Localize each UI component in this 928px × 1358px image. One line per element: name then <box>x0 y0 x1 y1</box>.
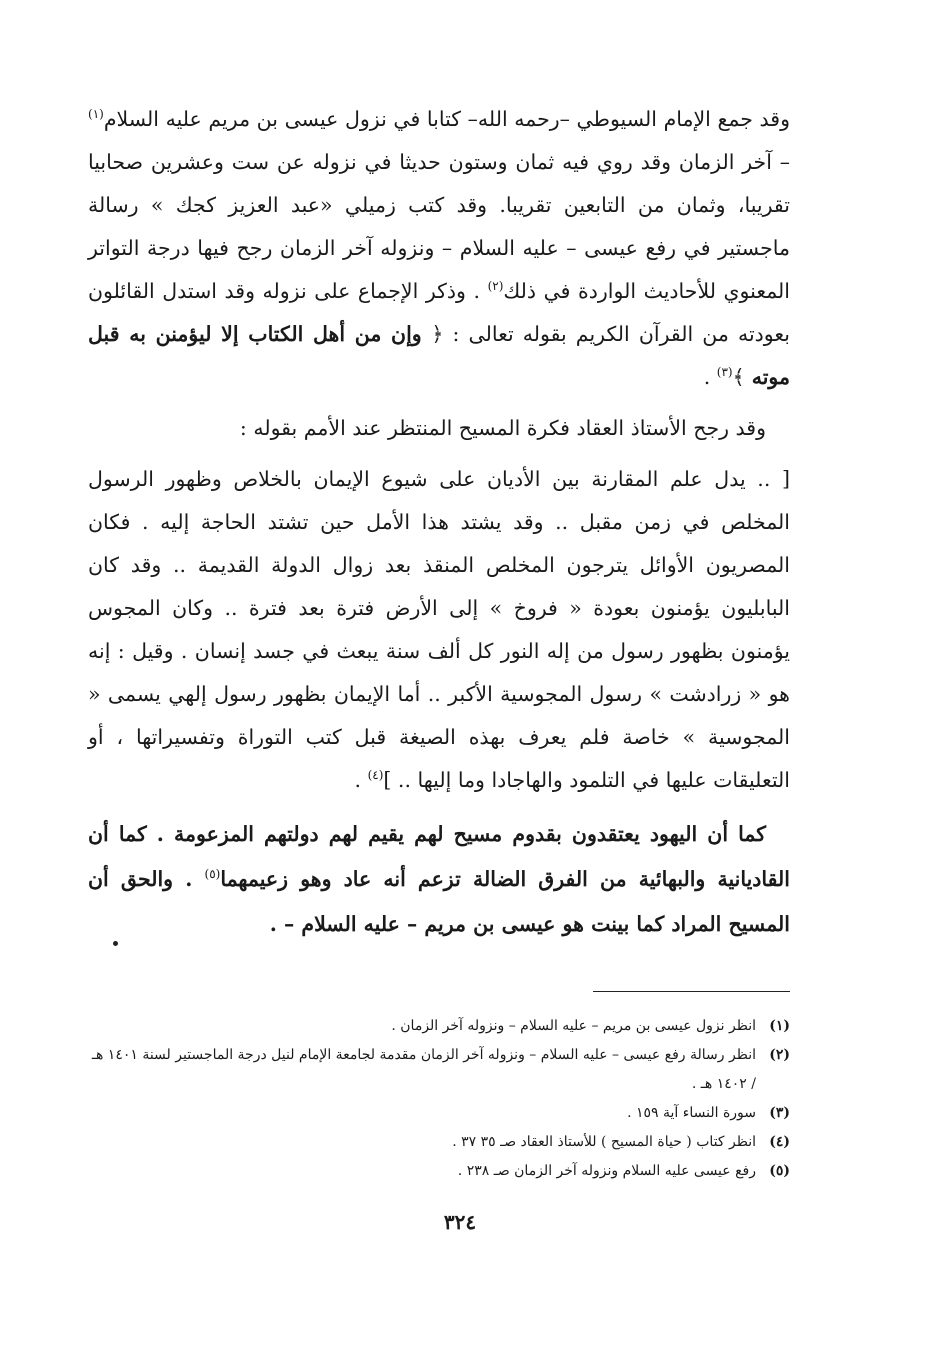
footnote-separator <box>593 991 790 992</box>
stray-dot-mark <box>113 941 118 946</box>
footnote-text: رفع عيسى عليه السلام ونزوله آخر الزمان صـ ٢٣٨ . <box>457 1163 756 1179</box>
paragraph-4-text: كما أن اليهود يعتقدون بقدوم مسيح لهم يقيم لهم دولتهم المزعومة . كما أن القاديانية والبهائية من الفرق الضالة تزعم أنه عاد وهو زعيمهما <box>88 822 790 891</box>
footnote-number: (١) <box>769 1018 790 1034</box>
footnote-number: (٢) <box>769 1047 790 1063</box>
footnote-text: انظر كتاب ( حياة المسيح ) للأستاذ العقاد صـ ٣٥ ٣٧ . <box>452 1134 756 1150</box>
paragraph-1-text-c: . وذكر الإجماع على نزوله وقد استدل القائلون بعودته من القرآن الكريم بقوله تعالى : <box>88 279 790 346</box>
quran-bracket-open: ﴿ <box>431 322 444 346</box>
paragraph-3-quote <box>88 458 790 802</box>
paragraph-4 <box>88 812 790 947</box>
footnote-item <box>88 1099 790 1128</box>
quran-bracket-close: ﴾ <box>732 365 745 389</box>
footnote-ref-3: (٣) <box>716 365 733 380</box>
footnote-text: انظر نزول عيسى بن مريم – عليه السلام – ونزوله آخر الزمان . <box>391 1018 756 1034</box>
paragraph-3-text: [ .. يدل علم المقارنة بين الأديان على شيوع الإيمان بالخلاص وظهور الرسول المخلص في زمن مقبل .. وقد يشتد هذا الأمل حين تشتد الحاجة إليه . فكان المصريون الأوائل يترجون المخلص المنقذ بعد زوال الدولة القديمة .. وقد كان البابليون يؤمنون بعودة « فروخ » إلى الأرض فترة بعد فترة .. وكان المجوس يؤمنون بظهور رسول من إله النور كل ألف سنة يبعث في جسد إنسان . وقيل : إنه هو « زرادشت » رسول المجوسية الأكبر .. أما الإيمان بظهور رسول إلهي يسمى « المجوسية » خاصة فلم يعرف بهذه الصيغة قبل كتب التوراة وتفسيراتها ، أو التعليقات عليها في التلمود والهاجادا وما إليها .. ] <box>88 467 791 792</box>
footnote-item <box>88 1041 790 1099</box>
footnote-ref-5: (٥) <box>204 867 221 882</box>
paragraph-1-text-b: – آخر الزمان وقد روي فيه ثمان وستون حديثا في نزوله عن ست وعشرين صحابيا تقريبا، وثمان من التابعين تقريبا. وقد كتب زميلي «عبد العزيز كجك » رسالة ماجستير في رفع عيسى – عليه السلام – ونزوله آخر الزمان رجح فيها درجة التواتر المعنوي للأحاديث الواردة في ذلك <box>88 150 791 303</box>
footnote-number: (٤) <box>769 1134 790 1150</box>
footnote-ref-1: (١) <box>88 107 104 122</box>
footnote-text: انظر رسالة رفع عيسى – عليه السلام – ونزوله آخر الزمان مقدمة لجامعة الإمام لنيل درجة الماجستير لسنة ١٤٠١ هـ / ١٤٠٢ هـ . <box>91 1047 756 1092</box>
footnotes <box>88 1012 790 1186</box>
footnote-ref-4: (٤) <box>367 768 384 783</box>
footnote-ref-2: (٢) <box>487 279 504 294</box>
page-number: ٣٢٤ <box>443 1210 477 1234</box>
paragraph-2: وقد رجح الأستاذ العقاد فكرة المسيح المنتظر عند الأمم بقوله : <box>239 416 766 440</box>
footnote-item <box>88 1012 790 1041</box>
paragraph-3-end: . <box>354 768 368 792</box>
footnote-number: (٥) <box>769 1163 790 1179</box>
main-text <box>88 98 790 947</box>
paragraph-1-text: وقد جمع الإمام السيوطي –رحمه الله– كتابا في نزول عيسى بن مريم عليه السلام <box>103 107 790 131</box>
footnote-text: سورة النساء آية ١٥٩ . <box>627 1105 756 1121</box>
quran-verse: وإن من أهل الكتاب إلا ليؤمنن به قبل موته <box>88 322 790 389</box>
footnote-item <box>88 1157 790 1186</box>
paragraph-1 <box>88 98 790 399</box>
paragraph-4-text-b: . والحق أن المسيح المراد كما بينت هو عيسى بن مريم – عليه السلام – . <box>88 867 790 936</box>
paragraph-1-end: . <box>703 365 717 389</box>
footnote-number: (٣) <box>769 1105 790 1121</box>
footnote-item <box>88 1128 790 1157</box>
